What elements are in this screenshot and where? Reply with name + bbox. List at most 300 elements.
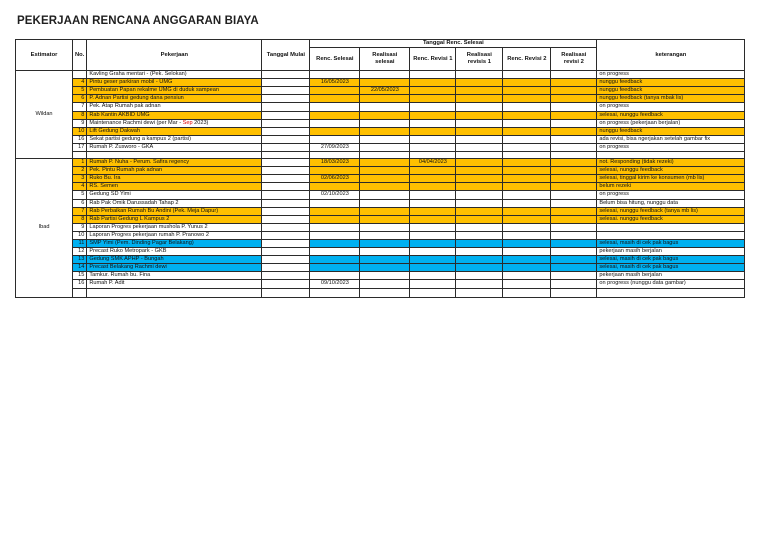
renc-revisi-2-cell[interactable] xyxy=(503,272,551,280)
keterangan-cell[interactable]: pekerjaan masih berjalan xyxy=(597,248,745,256)
tanggal-mulai-cell[interactable] xyxy=(262,143,310,151)
renc-revisi-2-cell[interactable] xyxy=(503,239,551,247)
estimator-cell[interactable]: Wildan xyxy=(16,71,73,159)
empty-cell[interactable] xyxy=(456,152,503,159)
empty-cell[interactable] xyxy=(456,288,503,297)
keterangan-cell[interactable]: selesai, masih di cek pak bagus xyxy=(597,264,745,272)
keterangan-cell[interactable]: selesai, tinggal kirim ke konsumen (mb lis) xyxy=(597,175,745,183)
keterangan-cell[interactable]: ada revisi, bisa ngerjakan setelah gambar fix xyxy=(597,135,745,143)
realisasi-revisi-1-cell[interactable] xyxy=(456,175,503,183)
renc-selesai-cell[interactable] xyxy=(310,71,360,79)
realisasi-revisi-2-cell[interactable] xyxy=(551,103,597,111)
tanggal-mulai-cell[interactable] xyxy=(262,239,310,247)
pekerjaan-cell[interactable]: Laporan Progres pekerjaan rumah P. Pranowo 2 xyxy=(87,231,262,239)
renc-revisi-1-cell[interactable] xyxy=(410,264,456,272)
pekerjaan-cell[interactable]: Rab Perbaikan Rumah Bu Andini (Pek. Meja Dapur) xyxy=(87,207,262,215)
realisasi-selesai-cell[interactable] xyxy=(360,256,410,264)
realisasi-revisi-1-cell[interactable] xyxy=(456,119,503,127)
keterangan-cell[interactable]: selesai. nunggu feedback xyxy=(597,215,745,223)
renc-revisi-1-cell[interactable] xyxy=(410,199,456,207)
realisasi-revisi-2-cell[interactable] xyxy=(551,79,597,87)
realisasi-selesai-cell[interactable] xyxy=(360,231,410,239)
realisasi-revisi-1-cell[interactable] xyxy=(456,167,503,175)
keterangan-cell[interactable]: selesai, nunggu feedback (tanya mb lis) xyxy=(597,207,745,215)
realisasi-selesai-cell[interactable] xyxy=(360,207,410,215)
pekerjaan-cell[interactable]: Rumah P. Zusworo - GKA xyxy=(87,143,262,151)
realisasi-revisi-1-cell[interactable] xyxy=(456,87,503,95)
realisasi-revisi-1-cell[interactable] xyxy=(456,199,503,207)
renc-selesai-cell[interactable]: 02/10/2023 xyxy=(310,191,360,199)
no-cell[interactable]: 7 xyxy=(73,207,87,215)
keterangan-cell[interactable]: not. Responding (tidak rezeki) xyxy=(597,159,745,167)
realisasi-selesai-cell[interactable] xyxy=(360,143,410,151)
realisasi-selesai-cell[interactable] xyxy=(360,71,410,79)
renc-revisi-1-cell[interactable] xyxy=(410,223,456,231)
pekerjaan-cell[interactable]: Precast Belakang Rachmi dewi xyxy=(87,264,262,272)
no-cell[interactable]: 8 xyxy=(73,215,87,223)
renc-revisi-1-cell[interactable] xyxy=(410,248,456,256)
no-cell[interactable]: 3 xyxy=(73,175,87,183)
empty-cell[interactable] xyxy=(551,288,597,297)
renc-selesai-cell[interactable] xyxy=(310,272,360,280)
renc-selesai-cell[interactable] xyxy=(310,111,360,119)
table-row xyxy=(16,71,745,79)
renc-revisi-2-cell[interactable] xyxy=(503,119,551,127)
realisasi-selesai-cell[interactable] xyxy=(360,272,410,280)
realisasi-revisi-2-cell[interactable] xyxy=(551,223,597,231)
keterangan-cell[interactable]: selesai, nunggu feedback xyxy=(597,167,745,175)
renc-revisi-1-cell[interactable] xyxy=(410,135,456,143)
no-cell[interactable]: 9 xyxy=(73,223,87,231)
no-cell[interactable]: 5 xyxy=(73,87,87,95)
renc-revisi-1-cell[interactable] xyxy=(410,272,456,280)
empty-cell[interactable] xyxy=(262,288,310,297)
renc-revisi-1-cell[interactable]: 04/04/2023 xyxy=(410,159,456,167)
pekerjaan-cell[interactable]: Rab Kantin AKBID UMG xyxy=(87,111,262,119)
renc-revisi-1-cell[interactable] xyxy=(410,119,456,127)
renc-revisi-2-cell[interactable] xyxy=(503,191,551,199)
renc-revisi-1-cell[interactable] xyxy=(410,256,456,264)
pekerjaan-cell[interactable]: Ruko Bu. Ira xyxy=(87,175,262,183)
realisasi-revisi-1-cell[interactable] xyxy=(456,143,503,151)
pekerjaan-cell[interactable]: Rumah P. Nuha - Perum. Safira regency xyxy=(87,159,262,167)
realisasi-revisi-2-cell[interactable] xyxy=(551,239,597,247)
tanggal-mulai-cell[interactable] xyxy=(262,127,310,135)
no-cell[interactable]: 5 xyxy=(73,191,87,199)
empty-cell[interactable] xyxy=(597,288,745,297)
no-cell[interactable]: 6 xyxy=(73,199,87,207)
tanggal-mulai-cell[interactable] xyxy=(262,167,310,175)
no-cell[interactable]: 12 xyxy=(73,248,87,256)
empty-cell[interactable] xyxy=(360,288,410,297)
keterangan-cell[interactable]: on progress xyxy=(597,191,745,199)
renc-revisi-1-cell[interactable] xyxy=(410,71,456,79)
tanggal-mulai-cell[interactable] xyxy=(262,183,310,191)
realisasi-selesai-cell[interactable] xyxy=(360,119,410,127)
realisasi-revisi-2-cell[interactable] xyxy=(551,95,597,103)
renc-selesai-cell[interactable] xyxy=(310,87,360,95)
pekerjaan-cell[interactable]: Sekat partisi gedung a kampus 2 (partisi) xyxy=(87,135,262,143)
realisasi-revisi-1-cell[interactable] xyxy=(456,79,503,87)
empty-cell[interactable] xyxy=(597,152,745,159)
tanggal-mulai-cell[interactable] xyxy=(262,135,310,143)
renc-selesai-cell[interactable]: 02/06/2023 xyxy=(310,175,360,183)
renc-selesai-cell[interactable]: 16/05/2023 xyxy=(310,79,360,87)
tanggal-mulai-cell[interactable] xyxy=(262,87,310,95)
tanggal-mulai-cell[interactable] xyxy=(262,231,310,239)
renc-revisi-2-cell[interactable] xyxy=(503,223,551,231)
tanggal-mulai-cell[interactable] xyxy=(262,215,310,223)
keterangan-cell[interactable]: on progress xyxy=(597,71,745,79)
realisasi-selesai-cell[interactable] xyxy=(360,223,410,231)
renc-selesai-cell[interactable] xyxy=(310,264,360,272)
renc-selesai-cell[interactable] xyxy=(310,256,360,264)
table-row xyxy=(16,119,745,127)
keterangan-cell[interactable]: on progress (pekerjaan berjalan) xyxy=(597,119,745,127)
renc-revisi-1-cell[interactable] xyxy=(410,215,456,223)
renc-revisi-1-cell[interactable] xyxy=(410,127,456,135)
header-pekerjaan: Pekerjaan xyxy=(87,40,262,71)
pekerjaan-cell[interactable]: Gedung SD Yimi xyxy=(87,191,262,199)
table-row xyxy=(16,111,745,119)
realisasi-revisi-1-cell[interactable] xyxy=(456,111,503,119)
renc-selesai-cell[interactable] xyxy=(310,183,360,191)
renc-revisi-1-cell[interactable] xyxy=(410,191,456,199)
empty-cell[interactable] xyxy=(262,152,310,159)
renc-revisi-2-cell[interactable] xyxy=(503,95,551,103)
renc-selesai-cell[interactable] xyxy=(310,135,360,143)
empty-cell[interactable] xyxy=(310,152,360,159)
realisasi-revisi-2-cell[interactable] xyxy=(551,256,597,264)
realisasi-revisi-2-cell[interactable] xyxy=(551,159,597,167)
renc-selesai-cell[interactable]: 18/03/2023 xyxy=(310,159,360,167)
pekerjaan-cell[interactable]: SMP Yimi (Pem. Dinding Pagar Belakang) xyxy=(87,239,262,247)
realisasi-revisi-2-cell[interactable] xyxy=(551,87,597,95)
renc-selesai-cell[interactable] xyxy=(310,95,360,103)
realisasi-revisi-1-cell[interactable] xyxy=(456,159,503,167)
keterangan-cell[interactable]: Belum bisa hitung, nunggu data xyxy=(597,199,745,207)
realisasi-revisi-1-cell[interactable] xyxy=(456,215,503,223)
keterangan-cell[interactable]: nunggu feedback xyxy=(597,87,745,95)
realisasi-selesai-cell[interactable] xyxy=(360,183,410,191)
renc-revisi-2-cell[interactable] xyxy=(503,248,551,256)
pekerjaan-cell[interactable]: Lift Gedung Dakwah xyxy=(87,127,262,135)
realisasi-selesai-cell[interactable] xyxy=(360,95,410,103)
realisasi-selesai-cell[interactable] xyxy=(360,127,410,135)
keterangan-cell[interactable]: nunggu feedback xyxy=(597,127,745,135)
estimator-cell[interactable]: Ibad xyxy=(16,159,73,298)
realisasi-selesai-cell[interactable] xyxy=(360,215,410,223)
pekerjaan-cell[interactable]: Precast Ruko Metropark - GKB xyxy=(87,248,262,256)
renc-revisi-2-cell[interactable] xyxy=(503,103,551,111)
pekerjaan-cell[interactable]: Rab Partisi Gedung L Kampus 2 xyxy=(87,215,262,223)
realisasi-revisi-1-cell[interactable] xyxy=(456,231,503,239)
realisasi-selesai-cell[interactable] xyxy=(360,159,410,167)
renc-selesai-cell[interactable] xyxy=(310,103,360,111)
renc-revisi-2-cell[interactable] xyxy=(503,231,551,239)
no-cell[interactable]: 6 xyxy=(73,95,87,103)
realisasi-revisi-2-cell[interactable] xyxy=(551,248,597,256)
table-row xyxy=(16,127,745,135)
renc-revisi-2-cell[interactable] xyxy=(503,264,551,272)
renc-revisi-2-cell[interactable] xyxy=(503,87,551,95)
pekerjaan-cell[interactable]: Pek. Pintu Rumah pak adnan xyxy=(87,167,262,175)
empty-cell[interactable] xyxy=(410,152,456,159)
no-cell[interactable]: 13 xyxy=(73,256,87,264)
realisasi-revisi-1-cell[interactable] xyxy=(456,280,503,288)
renc-selesai-cell[interactable]: 09/10/2023 xyxy=(310,280,360,288)
realisasi-revisi-2-cell[interactable] xyxy=(551,183,597,191)
realisasi-revisi-1-cell[interactable] xyxy=(456,272,503,280)
renc-revisi-1-cell[interactable] xyxy=(410,207,456,215)
header-realisasi-revisi-1: Realisasi revisis 1 xyxy=(456,48,503,71)
renc-selesai-cell[interactable] xyxy=(310,231,360,239)
realisasi-revisi-1-cell[interactable] xyxy=(456,207,503,215)
pekerjaan-cell[interactable]: Rumah P. Adit xyxy=(87,280,262,288)
keterangan-cell[interactable]: selesai, nunggu feedback xyxy=(597,111,745,119)
realisasi-selesai-cell[interactable]: 22/05/2023 xyxy=(360,87,410,95)
renc-revisi-2-cell[interactable] xyxy=(503,256,551,264)
realisasi-selesai-cell[interactable] xyxy=(360,248,410,256)
keterangan-cell[interactable]: on progress xyxy=(597,103,745,111)
renc-revisi-1-cell[interactable] xyxy=(410,231,456,239)
keterangan-cell[interactable]: nunggu feedback (tanya mbak lis) xyxy=(597,95,745,103)
pekerjaan-cell[interactable]: Kavling Graha mentari - (Pek. Selokan) xyxy=(87,71,262,79)
header-realisasi-revisi-2: Realisasi revisi 2 xyxy=(551,48,597,71)
empty-cell[interactable] xyxy=(503,152,551,159)
renc-revisi-2-cell[interactable] xyxy=(503,175,551,183)
renc-revisi-2-cell[interactable] xyxy=(503,280,551,288)
keterangan-cell[interactable]: nunggu feedback xyxy=(597,79,745,87)
no-cell[interactable]: 16 xyxy=(73,135,87,143)
table-row xyxy=(16,152,745,159)
empty-cell[interactable] xyxy=(551,152,597,159)
no-cell[interactable]: 10 xyxy=(73,127,87,135)
empty-cell[interactable] xyxy=(73,152,87,159)
empty-cell[interactable] xyxy=(73,288,87,297)
realisasi-revisi-2-cell[interactable] xyxy=(551,175,597,183)
realisasi-selesai-cell[interactable] xyxy=(360,239,410,247)
realisasi-revisi-2-cell[interactable] xyxy=(551,135,597,143)
pekerjaan-red-text: Sep xyxy=(182,119,193,126)
tanggal-mulai-cell[interactable] xyxy=(262,248,310,256)
realisasi-revisi-1-cell[interactable] xyxy=(456,248,503,256)
table-row xyxy=(16,239,745,247)
no-cell[interactable]: 10 xyxy=(73,231,87,239)
realisasi-revisi-1-cell[interactable] xyxy=(456,239,503,247)
renc-revisi-1-cell[interactable] xyxy=(410,111,456,119)
keterangan-cell[interactable]: on progress xyxy=(597,143,745,151)
realisasi-revisi-1-cell[interactable] xyxy=(456,135,503,143)
realisasi-selesai-cell[interactable] xyxy=(360,280,410,288)
realisasi-selesai-cell[interactable] xyxy=(360,135,410,143)
renc-revisi-2-cell[interactable] xyxy=(503,79,551,87)
renc-revisi-1-cell[interactable] xyxy=(410,87,456,95)
empty-cell[interactable] xyxy=(360,152,410,159)
realisasi-revisi-1-cell[interactable] xyxy=(456,191,503,199)
keterangan-cell[interactable] xyxy=(597,223,745,231)
renc-revisi-2-cell[interactable] xyxy=(503,167,551,175)
pekerjaan-cell[interactable]: Rab Pak Omik Darussadah Tahap 2 xyxy=(87,199,262,207)
renc-selesai-cell[interactable] xyxy=(310,239,360,247)
realisasi-revisi-2-cell[interactable] xyxy=(551,111,597,119)
pekerjaan-cell[interactable]: Laporan Progres pekerjaan mushola P. Yunus 2 xyxy=(87,223,262,231)
keterangan-cell[interactable]: on progress (nunggu data gambar) xyxy=(597,280,745,288)
realisasi-selesai-cell[interactable] xyxy=(360,199,410,207)
no-cell[interactable]: 15 xyxy=(73,272,87,280)
table-row xyxy=(16,159,745,167)
pekerjaan-cell[interactable]: RS. Semen xyxy=(87,183,262,191)
no-cell[interactable] xyxy=(73,71,87,79)
realisasi-selesai-cell[interactable] xyxy=(360,167,410,175)
table-row xyxy=(16,191,745,199)
realisasi-selesai-cell[interactable] xyxy=(360,191,410,199)
renc-selesai-cell[interactable]: 27/09/2023 xyxy=(310,143,360,151)
tanggal-mulai-cell[interactable] xyxy=(262,191,310,199)
realisasi-revisi-2-cell[interactable] xyxy=(551,280,597,288)
renc-revisi-2-cell[interactable] xyxy=(503,159,551,167)
tanggal-mulai-cell[interactable] xyxy=(262,103,310,111)
realisasi-revisi-2-cell[interactable] xyxy=(551,264,597,272)
renc-selesai-cell[interactable] xyxy=(310,119,360,127)
keterangan-cell[interactable]: pekerjaan masih berjalan xyxy=(597,272,745,280)
tanggal-mulai-cell[interactable] xyxy=(262,71,310,79)
realisasi-revisi-1-cell[interactable] xyxy=(456,183,503,191)
realisasi-revisi-2-cell[interactable] xyxy=(551,199,597,207)
table-body xyxy=(16,71,745,297)
pekerjaan-cell[interactable] xyxy=(87,119,262,127)
no-cell[interactable]: 4 xyxy=(73,79,87,87)
empty-cell[interactable] xyxy=(410,288,456,297)
renc-revisi-2-cell[interactable] xyxy=(503,71,551,79)
realisasi-revisi-1-cell[interactable] xyxy=(456,256,503,264)
realisasi-selesai-cell[interactable] xyxy=(360,111,410,119)
renc-revisi-2-cell[interactable] xyxy=(503,207,551,215)
realisasi-selesai-cell[interactable] xyxy=(360,103,410,111)
tanggal-mulai-cell[interactable] xyxy=(262,272,310,280)
realisasi-revisi-2-cell[interactable] xyxy=(551,143,597,151)
renc-revisi-1-cell[interactable] xyxy=(410,103,456,111)
tanggal-mulai-cell[interactable] xyxy=(262,280,310,288)
renc-revisi-2-cell[interactable] xyxy=(503,183,551,191)
keterangan-cell[interactable]: selesai, masih di cek pak bagus xyxy=(597,239,745,247)
renc-revisi-1-cell[interactable] xyxy=(410,280,456,288)
tanggal-mulai-cell[interactable] xyxy=(262,207,310,215)
pekerjaan-cell[interactable]: Pembuatan Papan rekalme UMG di duduk sampean xyxy=(87,87,262,95)
pekerjaan-cell[interactable]: Gedung SMK APHP - Bungah xyxy=(87,256,262,264)
realisasi-revisi-2-cell[interactable] xyxy=(551,167,597,175)
renc-revisi-1-cell[interactable] xyxy=(410,239,456,247)
tanggal-mulai-cell[interactable] xyxy=(262,119,310,127)
realisasi-selesai-cell[interactable] xyxy=(360,79,410,87)
realisasi-revisi-1-cell[interactable] xyxy=(456,127,503,135)
keterangan-cell[interactable] xyxy=(597,231,745,239)
tanggal-mulai-cell[interactable] xyxy=(262,95,310,103)
pekerjaan-text: Maintenance Rachmi dewi (per Mar - xyxy=(89,119,183,126)
empty-cell[interactable] xyxy=(87,152,262,159)
renc-revisi-2-cell[interactable] xyxy=(503,127,551,135)
renc-revisi-1-cell[interactable] xyxy=(410,175,456,183)
realisasi-selesai-cell[interactable] xyxy=(360,264,410,272)
no-cell[interactable]: 7 xyxy=(73,103,87,111)
tanggal-mulai-cell[interactable] xyxy=(262,199,310,207)
rab-table xyxy=(15,39,745,298)
no-cell[interactable]: 1 xyxy=(73,159,87,167)
realisasi-revisi-1-cell[interactable] xyxy=(456,223,503,231)
renc-revisi-1-cell[interactable] xyxy=(410,143,456,151)
empty-cell[interactable] xyxy=(503,288,551,297)
renc-revisi-1-cell[interactable] xyxy=(410,95,456,103)
renc-selesai-cell[interactable] xyxy=(310,199,360,207)
no-cell[interactable]: 9 xyxy=(73,119,87,127)
pekerjaan-cell[interactable]: Pintu geser parkiran mobil - UMG xyxy=(87,79,262,87)
empty-cell[interactable] xyxy=(310,288,360,297)
empty-cell[interactable] xyxy=(87,288,262,297)
no-cell[interactable]: 14 xyxy=(73,264,87,272)
pekerjaan-cell[interactable]: Pek. Atap Rumah pak adnan xyxy=(87,103,262,111)
tanggal-mulai-cell[interactable] xyxy=(262,264,310,272)
no-cell[interactable]: 4 xyxy=(73,183,87,191)
pekerjaan-cell[interactable]: P. Adnan Partisi gedung dana pensiun xyxy=(87,95,262,103)
renc-revisi-1-cell[interactable] xyxy=(410,79,456,87)
keterangan-cell[interactable]: selesai, masih di cek pak bagus xyxy=(597,256,745,264)
tanggal-mulai-cell[interactable] xyxy=(262,175,310,183)
pekerjaan-cell[interactable]: Tamkur. Rumah bu. Fina xyxy=(87,272,262,280)
tanggal-mulai-cell[interactable] xyxy=(262,111,310,119)
renc-revisi-2-cell[interactable] xyxy=(503,143,551,151)
realisasi-revisi-2-cell[interactable] xyxy=(551,119,597,127)
realisasi-revisi-2-cell[interactable] xyxy=(551,272,597,280)
renc-revisi-2-cell[interactable] xyxy=(503,111,551,119)
no-cell[interactable]: 2 xyxy=(73,167,87,175)
realisasi-revisi-1-cell[interactable] xyxy=(456,71,503,79)
tanggal-mulai-cell[interactable] xyxy=(262,79,310,87)
renc-selesai-cell[interactable] xyxy=(310,248,360,256)
renc-revisi-2-cell[interactable] xyxy=(503,135,551,143)
realisasi-revisi-1-cell[interactable] xyxy=(456,264,503,272)
no-cell[interactable]: 11 xyxy=(73,239,87,247)
realisasi-revisi-2-cell[interactable] xyxy=(551,71,597,79)
renc-revisi-1-cell[interactable] xyxy=(410,167,456,175)
table-row xyxy=(16,248,745,256)
realisasi-revisi-1-cell[interactable] xyxy=(456,103,503,111)
tanggal-mulai-cell[interactable] xyxy=(262,159,310,167)
no-cell[interactable]: 16 xyxy=(73,280,87,288)
no-cell[interactable]: 17 xyxy=(73,143,87,151)
table-row xyxy=(16,280,745,288)
realisasi-revisi-2-cell[interactable] xyxy=(551,231,597,239)
header-tanggal-renc-selesai: Tanggal Renc. Selesai xyxy=(310,40,597,48)
no-cell[interactable]: 8 xyxy=(73,111,87,119)
keterangan-cell[interactable]: belum rezeki xyxy=(597,183,745,191)
realisasi-revisi-2-cell[interactable] xyxy=(551,127,597,135)
renc-selesai-cell[interactable] xyxy=(310,167,360,175)
renc-selesai-cell[interactable] xyxy=(310,223,360,231)
renc-selesai-cell[interactable] xyxy=(310,207,360,215)
realisasi-revisi-1-cell[interactable] xyxy=(456,95,503,103)
tanggal-mulai-cell[interactable] xyxy=(262,256,310,264)
renc-revisi-1-cell[interactable] xyxy=(410,183,456,191)
renc-revisi-2-cell[interactable] xyxy=(503,215,551,223)
renc-selesai-cell[interactable] xyxy=(310,215,360,223)
renc-revisi-2-cell[interactable] xyxy=(503,199,551,207)
renc-selesai-cell[interactable] xyxy=(310,127,360,135)
realisasi-revisi-2-cell[interactable] xyxy=(551,191,597,199)
tanggal-mulai-cell[interactable] xyxy=(262,223,310,231)
realisasi-selesai-cell[interactable] xyxy=(360,175,410,183)
realisasi-revisi-2-cell[interactable] xyxy=(551,215,597,223)
realisasi-revisi-2-cell[interactable] xyxy=(551,207,597,215)
